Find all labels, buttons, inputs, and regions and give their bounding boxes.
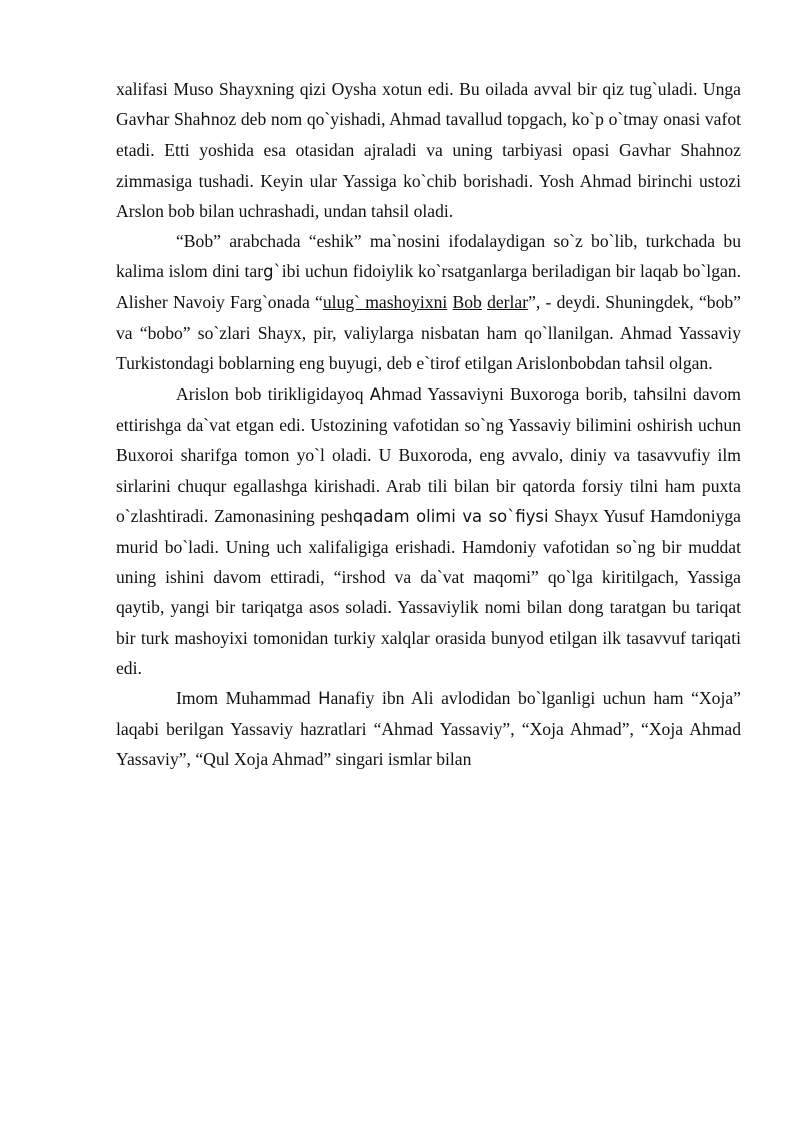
text-segment: mad Yassaviyni Buxoroga borib, ta — [391, 384, 647, 405]
text-segment: “Bob” arabchada “eshik” ma`nosini ifodalaydigan so`z bo`lib, turkchada bu kalima islom dini tar — [116, 231, 741, 282]
paragraph-3 — [116, 379, 741, 683]
text-segment: Imom Muhammad — [176, 688, 319, 709]
text-segment: ulug` mashoyixni — [322, 292, 448, 313]
text-segment: xalifasi Muso Shayxning qizi Oysha xotun edi. Bu oilada avval bir qiz tug`uladi. Unga Gav — [116, 79, 741, 130]
text-segment: silni davom ettirishga da`vat etgan edi. Ustozining vafotidan so`ng Yassaviy bilimini oshirish uchun Buxoroi sharifga tomon yo`l oladi. U Buxoroda, eng avvalo, diniy va tasavvufiy ilm sirlarini chuqur egallashga kirishadi. Arab tili bilan bir qatorda forsiy tilni ham puxta o`zlashtiradi. Zamonasining pesh — [116, 384, 741, 526]
text-segment: ”, - deydi. Shuningdek, “bob” va “bobo” so`zlari Shayx, pir, valiylarga nisbatan ham qo`llanilgan. Ahmad Yassaviy Turkistondagi boblarning eng buyugi, deb e`tirof etilgan Arislonbobdan ta — [116, 292, 741, 373]
text-segment: h — [200, 110, 211, 130]
text-segment: h — [637, 353, 649, 373]
text-segment: ar Sha — [155, 109, 201, 130]
text-segment: g` — [263, 262, 282, 282]
text-segment: h — [145, 110, 156, 130]
text-segment: sil olgan. — [648, 352, 713, 373]
text-segment: h — [646, 385, 657, 405]
text-segment: Shayx Yusuf Hamdoniyga murid bo`ladi. Uning uch xalifaligiga erishadi. Hamdoniy vafotidan so`ng bir muddat uning ishini davom ettiradi, “irshod va da`vat maqomi” qo`lga kiritilgach, Yassiga qaytib, yangi bir tariqatga asos soladi. Yassaviylik nomi bilan dong taratgan bu tariqat bir turk mashoyixi tomonidan turkiy xalqlar orasida bunyod etilgan ilk tasavvuf tariqati edi. — [116, 505, 741, 678]
paragraph-2 — [116, 226, 741, 379]
text-segment: Bob — [452, 292, 482, 313]
text-segment: Ah — [369, 385, 392, 405]
text-segment: ibi uchun fidoiylik ko`rsatganlarga beriladigan bir laqab bo`lgan. Alisher Navoiy Farg`onada “ — [116, 261, 741, 313]
text-segment: derlar — [487, 292, 529, 313]
document-page — [116, 74, 741, 775]
text-segment: noz deb nom qo`yishadi, Ahmad tavallud topgach, ko`p o`tmay onasi vafot etadi. Etti yoshida esa otasidan ajraladi va uning tarbiyasi opasi Gavhar Shahnoz zimmasiga tushadi. Keyin ular Yassiga ko`chib borishadi. Yosh Ahmad birinchi ustozi Arslon bob bilan uchrashadi, undan tahsil oladi. — [116, 109, 741, 221]
text-segment: qadam olimi va so`fiysi — [352, 506, 549, 526]
text-segment: anafiy ibn Ali avlodidan bo`lganligi uchun ham “Xoja” laqabi berilgan Yassaviy hazratlari “Ahmad Yassaviy”, “Xoja Ahmad”, “Xoja Ahmad Yassaviy”, “Qul Xoja Ahmad” singari ismlar bilan — [116, 688, 741, 770]
text-segment: H — [318, 689, 331, 709]
paragraph-1 — [116, 74, 741, 226]
paragraph-4 — [116, 683, 741, 775]
text-segment: Arislon bob tirikligidayoq — [176, 384, 370, 405]
